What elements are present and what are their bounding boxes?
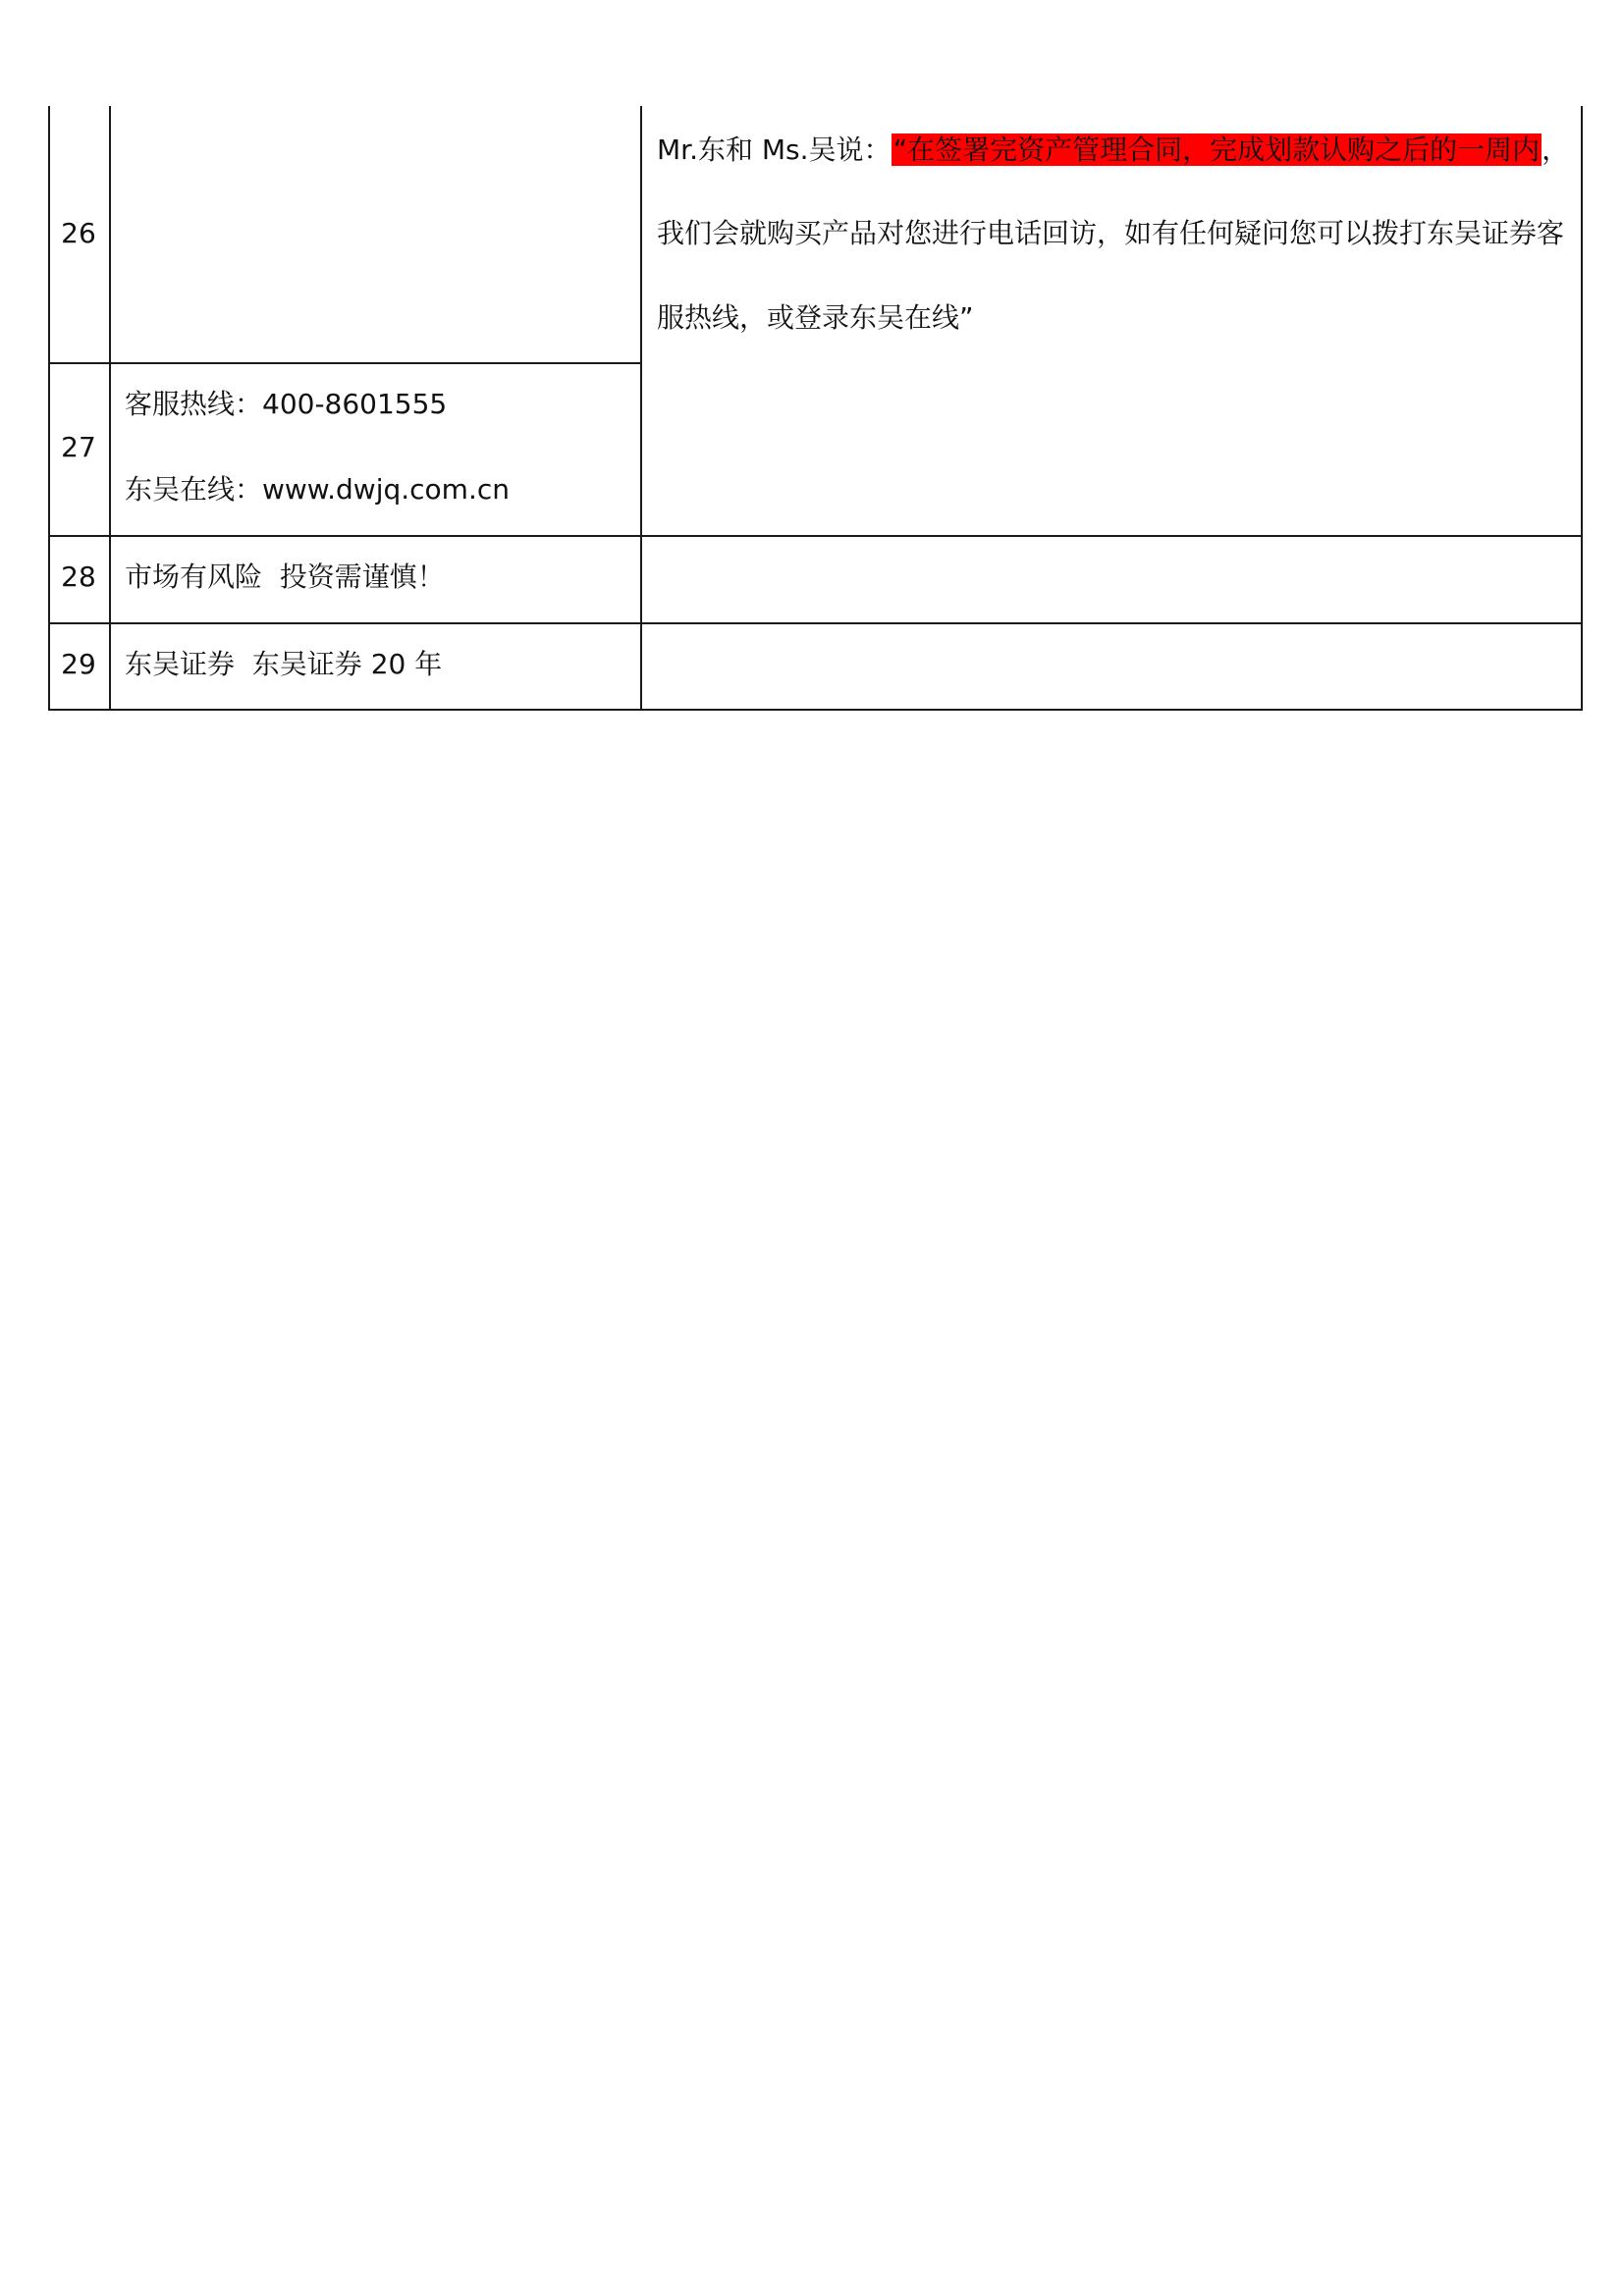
table-border-mid-col — [640, 106, 642, 711]
row-26-right-line1 — [657, 133, 1569, 167]
script-table — [48, 106, 1583, 711]
row-26-right-line2: 我们会就购买产品对您进行电话回访，如有任何疑问您可以拨打东吴证券客 — [657, 217, 1565, 249]
row-28-text: 市场有风险 投资需谨慎！ — [125, 561, 445, 593]
table-border-bottom — [48, 709, 1583, 711]
table-border-left — [48, 106, 50, 711]
row-26-right-line3: 服热线，或登录东吴在线” — [657, 301, 974, 334]
row-26-speaker: Mr.东和 Ms.吴说： — [657, 133, 892, 166]
table-border-row26-27-left — [48, 362, 642, 364]
row-26-line1-suffix: ， — [1542, 133, 1570, 166]
row-number-26: 26 — [61, 217, 96, 249]
row-27-website: 东吴在线：www.dwjq.com.cn — [125, 473, 511, 506]
table-border-right — [1581, 106, 1583, 711]
row-number-27: 27 — [61, 431, 96, 463]
table-border-row27-28 — [48, 535, 1583, 537]
table-border-row28-29 — [48, 622, 1583, 624]
table-border-num-col — [109, 106, 111, 711]
row-27-hotline: 客服热线：400-8601555 — [125, 388, 448, 420]
row-26-highlighted-quote: “在签署完资产管理合同，完成划款认购之后的一周内 — [893, 133, 1541, 166]
row-number-28: 28 — [61, 561, 96, 593]
row-29-text: 东吴证券 东吴证券 20 年 — [125, 648, 443, 680]
row-number-29: 29 — [61, 648, 96, 680]
